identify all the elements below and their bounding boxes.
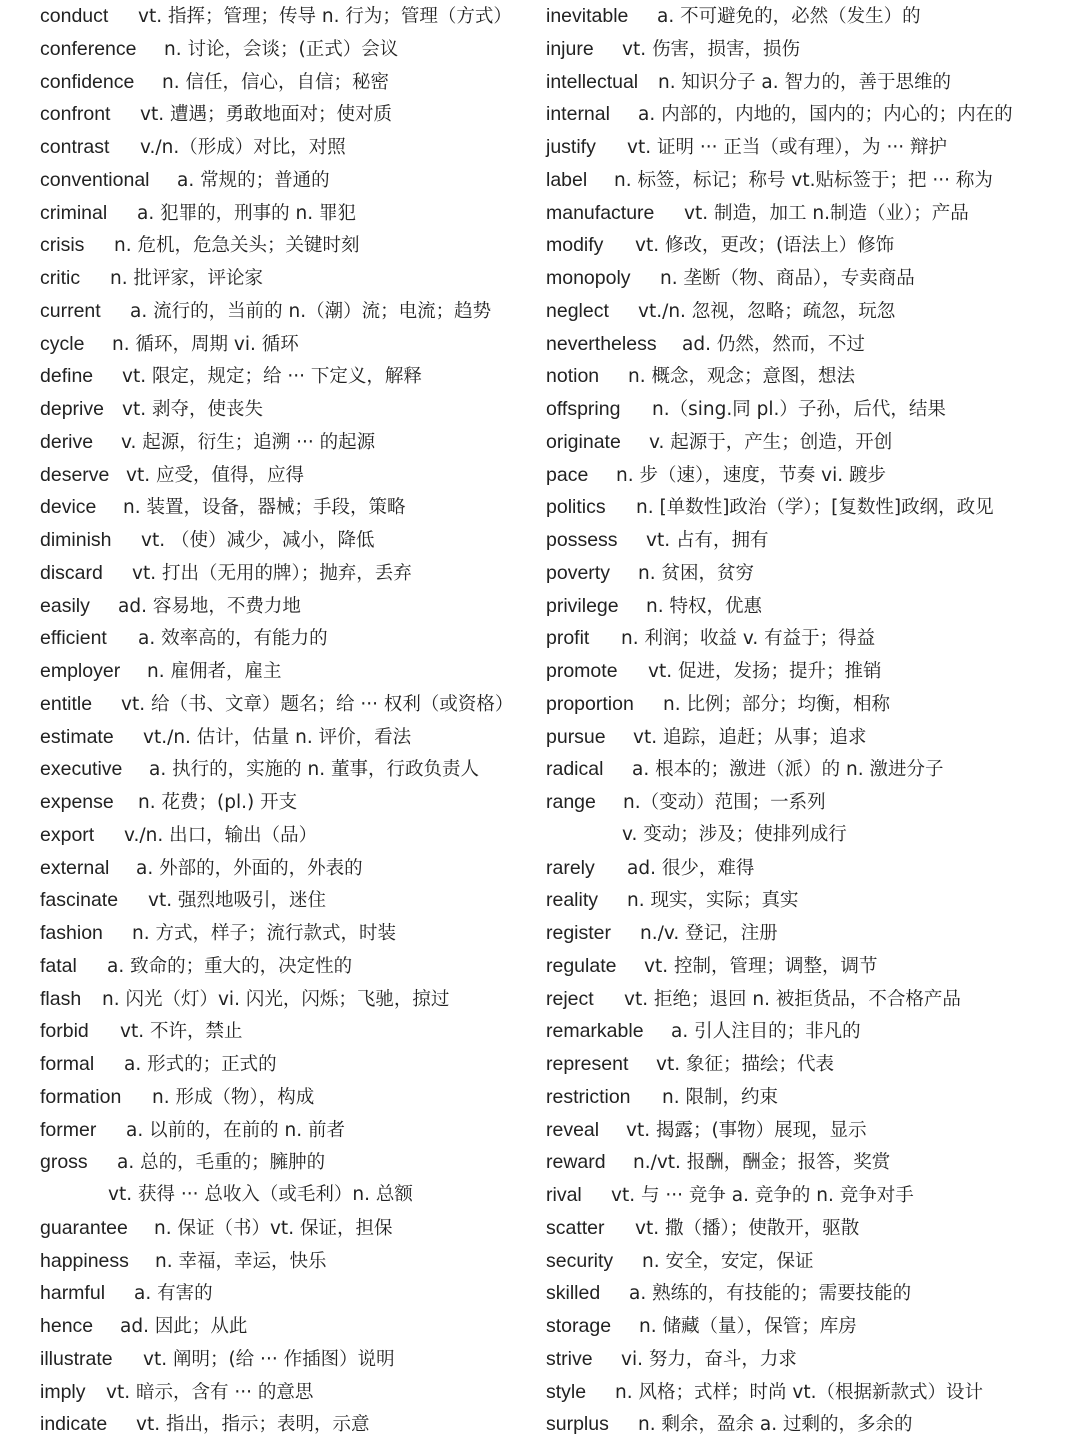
entry-row [546, 1245, 1066, 1278]
entry-word: discard [40, 561, 103, 584]
entry-row [40, 819, 530, 852]
entry-word: diminish [40, 529, 112, 551]
entry-definition: vt. 追踪，追赶；从事；追求 [633, 726, 867, 748]
entry-definition: n. 储藏（量），保管；库房 [639, 1316, 857, 1337]
entry-definition: a. 不可避免的，必然（发生）的 [657, 6, 921, 27]
entry-definition: vt. 剥夺，使丧失 [122, 399, 263, 420]
entry-word: surplus [546, 1413, 609, 1436]
entry-definition: a. 引人注目的；非凡的 [671, 1021, 861, 1043]
entry-word: gross [40, 1151, 88, 1174]
entry-definition: a. 总的，毛重的；臃肿的 [117, 1152, 326, 1174]
entry-row [40, 524, 530, 557]
entry-word: politics [546, 496, 606, 519]
entry-word: indicate [40, 1413, 108, 1436]
entry-row [546, 1146, 1066, 1179]
entry-definition: n. 方式，样子；流行款式，时装 [132, 923, 396, 944]
entry-row [40, 1408, 530, 1441]
entry-word: fatal [40, 954, 77, 977]
entry-definition: vt. 拒绝；退回 n. 被拒货品，不合格产品 [624, 988, 961, 1010]
entry-definition: ad. 很少，难得 [627, 857, 755, 879]
entry-row [546, 852, 1066, 885]
entry-word: restriction [546, 1085, 631, 1108]
entry-row [40, 1376, 530, 1409]
entry-word: regulate [546, 954, 617, 977]
entry-word: skilled [546, 1282, 601, 1305]
entry-row [546, 393, 1066, 426]
entry-row [546, 1048, 1066, 1081]
entry-word: criminal [40, 201, 108, 224]
entry-row [40, 1277, 530, 1310]
entry-word: employer [40, 660, 121, 682]
entry-row [546, 1343, 1066, 1376]
entry-definition: vt. 获得 ··· 总收入（或毛利）n. 总额 [108, 1184, 413, 1205]
entry-row [40, 33, 530, 66]
entry-word: imply [40, 1380, 86, 1403]
entry-definition: n./v. 登记，注册 [640, 923, 778, 944]
entry-row [546, 983, 1066, 1016]
entry-word: injure [546, 37, 594, 60]
entry-row [546, 1081, 1066, 1114]
entry-word: forbid [40, 1020, 89, 1043]
entry-word: modify [546, 234, 604, 257]
entry-word: register [546, 922, 612, 944]
entry-word: crisis [40, 234, 85, 257]
entry-word: originate [546, 430, 621, 453]
entry-row [546, 0, 1066, 33]
entry-row [546, 131, 1066, 164]
entry-row [40, 1146, 530, 1179]
entry-row [546, 98, 1066, 131]
entry-definition: vt. 象征；描绘；代表 [656, 1054, 834, 1075]
entry-row [40, 1245, 530, 1278]
entry-row [40, 753, 530, 786]
entry-definition: vt. 指出，指示；表明，示意 [136, 1414, 370, 1436]
entry-row [546, 819, 1066, 852]
entry-row [40, 328, 530, 361]
entry-definition: n. 贫困，贫穷 [638, 562, 754, 584]
entry-row [546, 1179, 1066, 1212]
entry-row [546, 557, 1066, 590]
entry-definition: a. 执行的，实施的 n. 董事，行政负责人 [149, 759, 479, 781]
entry-row [40, 1081, 530, 1114]
entry-word: manufacture [546, 201, 655, 224]
entry-definition: ad. 因此；从此 [120, 1316, 248, 1337]
entry-row [546, 1114, 1066, 1147]
entry-row [40, 295, 530, 328]
entry-definition: vt. 控制，管理；调整，调节 [644, 955, 878, 977]
entry-definition: n. 保证（书）vt. 保证，担保 [154, 1217, 393, 1239]
entry-row [546, 328, 1066, 361]
entry-definition: n. 安全，安定，保证 [642, 1250, 814, 1272]
entry-row [40, 360, 530, 393]
entry-row [546, 950, 1066, 983]
entry-definition: v. 起源，衍生；追溯 ··· 的起源 [121, 431, 376, 453]
entry-definition: v. 变动；涉及；使排列成行 [622, 823, 847, 845]
entry-definition: a. 以前的，在前的 n. 前者 [126, 1119, 345, 1141]
entry-row [40, 98, 530, 131]
entry-definition: a. 致命的；重大的，决定性的 [107, 955, 353, 977]
entry-row [40, 917, 530, 950]
entry-word: security [546, 1249, 614, 1272]
entry-definition: n./vt. 报酬，酬金；报答，奖赏 [633, 1152, 891, 1174]
entry-word: reveal [546, 1118, 600, 1141]
entry-word: reality [546, 889, 599, 912]
entry-row [40, 1048, 530, 1081]
entry-definition: n. 讨论，会谈；(正式）会议 [164, 38, 399, 60]
entry-row [40, 66, 530, 99]
entry-word: privilege [546, 594, 619, 617]
entry-row [40, 852, 530, 885]
entry-word: offspring [546, 398, 621, 420]
entry-row [546, 229, 1066, 262]
entry-definition: vi. 努力，奋斗，力求 [621, 1348, 797, 1370]
entry-word: label [546, 168, 588, 191]
entry-row [546, 295, 1066, 328]
entry-row [40, 1343, 530, 1376]
entry-word: hence [40, 1315, 94, 1337]
entry-row [40, 164, 530, 197]
entry-row [40, 491, 530, 524]
entry-row [546, 688, 1066, 721]
entry-row [40, 1310, 530, 1343]
entry-word: deserve [40, 463, 110, 486]
entry-row [546, 1212, 1066, 1245]
entry-definition: ad. 容易地，不费力地 [118, 595, 301, 617]
entry-row [40, 721, 530, 754]
entry-word: formal [40, 1053, 95, 1075]
entry-definition: n. 限制，约束 [662, 1086, 778, 1108]
entry-row [40, 884, 530, 917]
entry-definition: n. 利润；收益 v. 有益于；得益 [621, 628, 876, 650]
entry-definition: vt. （使）减少，减小，降低 [141, 530, 375, 551]
entry-definition: vt./n. 估计，估量 n. 评价，看法 [143, 726, 412, 748]
entry-definition: n. 知识分子 a. 智力的，善于思维的 [658, 71, 951, 93]
entry-row [546, 1408, 1066, 1441]
entry-row [546, 524, 1066, 557]
entry-definition: n. 批评家，评论家 [110, 268, 263, 289]
entry-row [546, 622, 1066, 655]
entry-definition: n. 装置，设备，器械；手段，策略 [123, 497, 406, 519]
entry-row [546, 66, 1066, 99]
entry-word: current [40, 299, 101, 322]
entry-definition: n. 危机，危急关头；关键时刻 [114, 235, 360, 257]
entry-row [546, 197, 1066, 230]
entry-definition: n. 特权，优惠 [646, 595, 762, 617]
entry-word: harmful [40, 1282, 106, 1305]
entry-definition: a. 内部的，内地的，国内的；内心的；内在的 [638, 104, 1013, 126]
entry-word: confidence [40, 70, 135, 93]
entry-word: device [40, 496, 97, 519]
entry-row [546, 262, 1066, 295]
entry-definition: vt. 给（书、文章）题名；给 ··· 权利（或资格） [121, 693, 514, 715]
entry-word: confront [40, 103, 111, 126]
entry-word: estimate [40, 725, 114, 748]
entry-definition: a. 外部的，外面的，外表的 [136, 857, 363, 879]
entry-row [546, 590, 1066, 623]
entry-word: strive [546, 1347, 593, 1370]
entry-row [546, 1310, 1066, 1343]
entry-word: derive [40, 430, 94, 453]
entry-word: profit [546, 627, 590, 650]
entry-word: internal [546, 103, 610, 126]
entry-word: justify [546, 136, 596, 158]
entry-definition: n. 循环，周期 vi. 循环 [112, 333, 299, 355]
entry-definition: a. 犯罪的，刑事的 n. 罪犯 [137, 202, 356, 224]
entry-row [40, 1179, 530, 1212]
entry-definition: a. 熟练的，有技能的；需要技能的 [629, 1283, 912, 1305]
entry-row [40, 688, 530, 721]
entry-definition: n. 概念，观念；意图，想法 [628, 366, 855, 388]
entry-word: style [546, 1380, 587, 1403]
entry-definition: n. 信任，信心，自信；秘密 [162, 71, 389, 93]
entry-definition: v. 起源于，产生；创造，开创 [649, 431, 893, 453]
entry-word: rarely [546, 856, 595, 879]
entry-word: represent [546, 1053, 629, 1075]
entry-word: nevertheless [546, 332, 657, 355]
entry-definition: vt. 阐明；(给 ··· 作插图）说明 [143, 1348, 395, 1370]
entry-word: deprive [40, 398, 104, 420]
entry-row [40, 1212, 530, 1245]
entry-word: intellectual [546, 70, 639, 93]
entry-row [546, 655, 1066, 688]
entry-row [546, 884, 1066, 917]
entry-word: proportion [546, 692, 634, 715]
entry-definition: vt. 遭遇；勇敢地面对；使对质 [140, 104, 392, 126]
entry-word: entitle [40, 692, 93, 715]
right-column [546, 0, 1066, 1441]
entry-row [40, 557, 530, 590]
entry-word: scatter [546, 1216, 605, 1239]
entry-definition: vt. 撒（播）；使散开，驱散 [635, 1217, 860, 1239]
entry-row [40, 262, 530, 295]
entry-definition: a. 根本的；激进（派）的 n. 激进分子 [632, 759, 944, 781]
entry-row [40, 197, 530, 230]
entry-row [40, 622, 530, 655]
entry-word: reward [546, 1151, 606, 1174]
entry-word: rival [546, 1184, 582, 1206]
entry-definition: vt. 制造，加工 n.制造（业）；产品 [684, 202, 969, 224]
entry-word: cycle [40, 332, 85, 355]
entry-definition: n. 现实，实际；真实 [627, 890, 799, 912]
entry-word: radical [546, 758, 604, 781]
entry-row [546, 33, 1066, 66]
entry-row [40, 0, 530, 33]
entry-word: efficient [40, 627, 107, 650]
entry-definition: a. 效率高的，有能力的 [138, 628, 328, 650]
entry-definition: n. 幸福，幸运，快乐 [155, 1250, 327, 1272]
entry-row [40, 983, 530, 1016]
entry-definition: n. [单数性]政治（学）；[复数性]政纲，政见 [636, 497, 994, 519]
entry-definition: vt. 修改，更改；(语法上）修饰 [635, 235, 895, 257]
entry-word: external [40, 856, 110, 879]
entry-definition: vt. 不许，禁止 [120, 1021, 243, 1043]
entry-definition: n. 标签，标记；称号 vt.贴标签于；把 ··· 称为 [614, 169, 993, 191]
entry-word: executive [40, 758, 123, 781]
entry-row [40, 655, 530, 688]
entry-definition: n.（变动）范围；一系列 [623, 792, 826, 813]
entry-word: fashion [40, 922, 103, 944]
entry-definition: n. 剩余，盈余 a. 过剩的，多余的 [638, 1414, 913, 1436]
entry-word: formation [40, 1085, 122, 1108]
entry-word: easily [40, 594, 90, 617]
entry-definition: a. 流行的，当前的 n.（潮）流；电流；趋势 [130, 300, 492, 322]
entry-definition: a. 形式的；正式的 [124, 1054, 277, 1075]
entry-word: fascinate [40, 889, 119, 912]
entry-word: reject [546, 987, 594, 1010]
entry-row [546, 1277, 1066, 1310]
entry-word: export [40, 823, 95, 846]
entry-definition: vt. 与 ··· 竞争 a. 竞争的 n. 竞争对手 [611, 1185, 914, 1206]
entry-definition: n. 比例；部分；均衡，相称 [663, 693, 890, 715]
entry-word: monopoly [546, 267, 631, 289]
entry-definition: n. 步（速），速度，节奏 vi. 踱步 [616, 464, 886, 486]
entry-row [40, 786, 530, 819]
entry-definition: vt. 伤害，损害，损伤 [622, 38, 800, 60]
entry-word: poverty [546, 561, 610, 584]
entry-word: remarkable [546, 1020, 644, 1043]
entry-definition: vt. 暗示，含有 ··· 的意思 [106, 1381, 314, 1403]
entry-row [546, 491, 1066, 524]
entry-word: former [40, 1118, 97, 1141]
entry-row [40, 426, 530, 459]
entry-word: inevitable [546, 5, 629, 27]
entry-row [546, 753, 1066, 786]
entry-word: conference [40, 37, 137, 60]
entry-row [40, 229, 530, 262]
entry-word: promote [546, 660, 618, 682]
entry-definition: vt. 强烈地吸引，迷住 [148, 890, 326, 912]
entry-word: define [40, 365, 94, 388]
entry-definition: n. 形成（物），构成 [152, 1086, 315, 1108]
entry-row [40, 459, 530, 492]
entry-word: pace [546, 463, 589, 486]
entry-row [546, 360, 1066, 393]
entry-definition: vt./n. 忽视，忽略；疏忽，玩忽 [638, 300, 896, 322]
entry-definition: ad. 仍然，然而，不过 [682, 333, 865, 355]
entry-definition: vt. 促进，发扬；提升；推销 [648, 661, 882, 682]
entry-definition: v./n. 出口，输出（品） [124, 824, 318, 846]
entry-row [546, 917, 1066, 950]
entry-row [546, 1376, 1066, 1409]
entry-word: guarantee [40, 1216, 128, 1239]
entry-definition: vt. 证明 ··· 正当（或有理），为 ··· 辩护 [627, 137, 948, 158]
entry-word: contrast [40, 136, 110, 158]
entry-definition: vt. 打出（无用的牌）；抛弃，丢弃 [132, 562, 412, 584]
entry-word: possess [546, 529, 618, 551]
entry-definition: vt. 占有，拥有 [646, 530, 769, 551]
entry-row [40, 131, 530, 164]
entry-word: neglect [546, 299, 609, 322]
entry-definition: n.（sing.同 pl.）子孙，后代，结果 [652, 399, 946, 420]
entry-word: flash [40, 987, 82, 1010]
entry-word: critic [40, 267, 81, 289]
entry-word: happiness [40, 1249, 129, 1272]
entry-word: notion [546, 365, 600, 388]
entry-row [546, 164, 1066, 197]
entry-word: range [546, 791, 596, 813]
entry-definition: v./n.（形成）对比，对照 [140, 137, 346, 158]
entry-row [546, 721, 1066, 754]
entry-definition: n. 闪光（灯）vi. 闪光，闪烁；飞驰，掠过 [102, 988, 450, 1010]
entry-row [40, 393, 530, 426]
entry-row [546, 426, 1066, 459]
entry-row [40, 1015, 530, 1048]
entry-word: illustrate [40, 1347, 113, 1370]
entry-row [546, 786, 1066, 819]
entry-row [40, 950, 530, 983]
entry-definition: vt. 揭露；(事物）展现，显示 [626, 1119, 867, 1141]
entry-definition: a. 常规的；普通的 [177, 169, 330, 191]
entry-word: conduct [40, 5, 109, 27]
entry-word: conventional [40, 168, 150, 191]
entry-definition: vt. 限定，规定；给 ··· 下定义，解释 [122, 366, 422, 388]
entry-word: expense [40, 791, 114, 813]
entry-word: storage [546, 1315, 612, 1337]
entry-row [546, 1015, 1066, 1048]
entry-row [546, 459, 1066, 492]
entry-definition: n. 风格；式样；时尚 vt.（根据新款式）设计 [615, 1381, 983, 1403]
entry-row [40, 1114, 530, 1147]
entry-definition: vt. 应受，值得，应得 [126, 464, 304, 486]
entry-definition: a. 有害的 [134, 1283, 213, 1305]
entry-definition: n. 垄断（物、商品），专卖商品 [660, 268, 915, 289]
left-column [40, 0, 530, 1441]
entry-definition: n. 雇佣者，雇主 [147, 661, 282, 682]
entry-word: pursue [546, 725, 606, 748]
entry-definition: n. 花费；(pl.) 开支 [138, 792, 298, 813]
entry-row [40, 590, 530, 623]
entry-definition: vt. 指挥；管理；传导 n. 行为；管理（方式） [138, 6, 512, 27]
